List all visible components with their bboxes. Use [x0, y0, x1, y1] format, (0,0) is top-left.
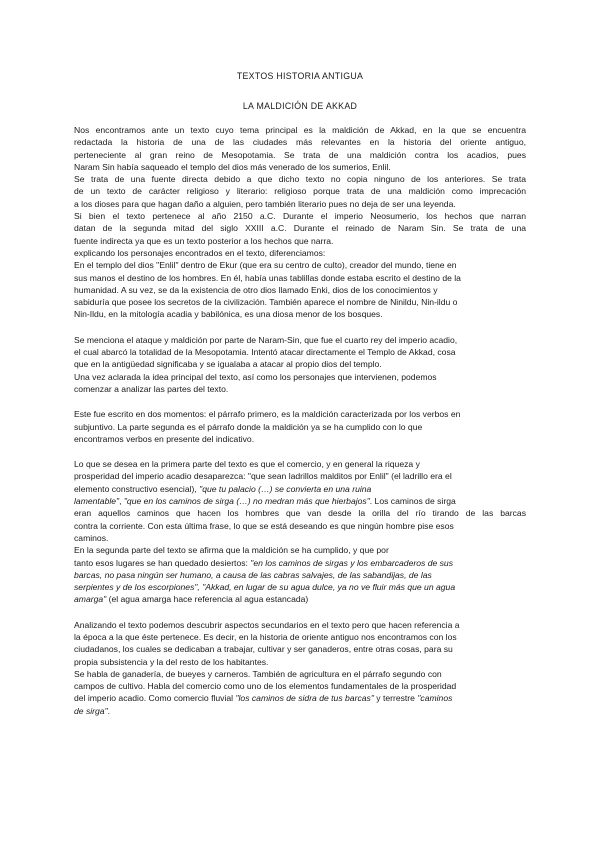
- text-span: (el agua amarga hace referencia al agua estancada): [106, 594, 309, 605]
- quote-span: "los caminos de sidra de tus barcas": [235, 693, 374, 704]
- text-line: sus manos el destino de los hombres. En él, había unas tablillas donde estaba escrito el destino de la: [74, 272, 461, 283]
- text-line: caminos.: [74, 532, 109, 543]
- text-line: propia subsistencia y la del resto de los habitantes.: [74, 656, 269, 667]
- document-title: TEXTOS HISTORIA ANTIGUA: [236, 71, 364, 81]
- quote-span: "en los caminos de sirgas y los embarcaderos de sus: [250, 557, 454, 568]
- document-subtitle: LA MALDICIÓN DE AKKAD: [242, 101, 358, 111]
- text-line: campos de cultivo. Habla del comercio como uno de los elementos fundamentales de la prosperidad: [74, 681, 457, 692]
- text-span: .: [107, 705, 111, 716]
- text-line: prosperidad del imperio acadio desaparezca: "que sean ladrillos malditos por Enlil" (el ladrillo era el: [74, 471, 452, 482]
- paragraph-1: [74, 124, 526, 321]
- text-line: Nin-Ildu, en la mitología acadia y babilónica, es una diosa menor de los bosques.: [74, 309, 383, 320]
- text-line: Lo que se desea en la primera parte del texto es que el comercio, y en general la riqueza y: [74, 459, 420, 470]
- text-line: fuente indirecta ya que es un texto posterior a los hechos que narra.: [74, 235, 334, 246]
- text-line: eran aquellos caminos que hacen los hombres que van desde la orilla del río tirando de las barcas: [74, 508, 526, 519]
- text-line: [74, 483, 526, 495]
- quote-line: barcas, no pasa ningún ser humano, a causa de las cabras salvajes, de las sabandijas, de las: [74, 569, 432, 580]
- text-line: contra la corriente. Con esta última frase, lo que se está deseando es que ningún hombre pise esos: [74, 520, 454, 531]
- text-line: [74, 495, 526, 507]
- text-line: la época a la que éste pertenece. Es decir, en la historia de oriente antiguo nos encontramos con los: [74, 631, 457, 642]
- text-span: y terrestre: [373, 693, 418, 704]
- quote-span: amarga": [74, 594, 107, 605]
- text-line: perteneciente al gran reino de Mesopotamia. Se trata de una maldición contra los acadios, pues: [74, 149, 526, 160]
- text-line: a los dioses para que hagan daño a alguien, pero también literario pues no deja de ser una leyenda.: [74, 198, 456, 209]
- text-line: Si bien el texto pertenece al año 2150 a.C. Durante el imperio Neosumerio, los hechos que narran: [74, 211, 526, 222]
- text-line: de un texto de carácter religioso y literario: religioso porque trata de una maldición como imprecación: [74, 186, 526, 197]
- text-line: explicando los personajes encontrados en el texto, diferenciamos:: [74, 247, 326, 258]
- text-line: comenzar a analizar las partes del texto.: [74, 383, 229, 394]
- quote-span: lamentable": [74, 496, 120, 507]
- document-body: [74, 124, 526, 730]
- text-span: elemento constructivo esencial),: [74, 483, 200, 494]
- text-line: datan de la segunda mitad del siglo XXIII a.C. Durante el reinado de Naram Sin. Se trata de una: [74, 223, 526, 234]
- text-line: humanidad. A su vez, se da la existencia de otro dios llamado Enki, dios de los conocimientos y: [74, 284, 438, 295]
- text-line: En la segunda parte del texto se afirma que la maldición se ha cumplido, y que por: [74, 545, 389, 556]
- text-line: subjuntivo. La parte segunda es el párrafo donde la maldición ya se ha cumplido con lo que: [74, 421, 423, 432]
- text-line: [74, 593, 526, 605]
- text-line: [74, 705, 526, 717]
- quote-span: de sirga": [74, 705, 108, 716]
- text-line: Este fue escrito en dos momentos: el párrafo primero, es la maldición caracterizada por los verbos en: [74, 409, 461, 420]
- text-line: En el templo del dios "Enlil" dentro de Ekur (que era su centro de culto), creador del mundo, tiene en: [74, 260, 457, 271]
- paragraph-4: [74, 458, 526, 606]
- paragraph-2: [74, 334, 526, 395]
- text-line: Se trata de una fuente directa debido a que dicho texto no copia ninguno de los anteriores. Se trata: [74, 174, 526, 185]
- text-line: [74, 692, 526, 704]
- quote-line: serpientes y de los escorpiones", "Akkad, en lugar de su agua dulce, ya no ve fluir más que un agua: [74, 582, 456, 593]
- text-line: Se menciona el ataque y maldición por parte de Naram-Sin, que fue el cuarto rey del imperio acadio,: [74, 334, 458, 345]
- text-line: sabiduría que posee los secretos de la civilización. También aparece el nombre de Ninildu, Nin-ildu o: [74, 297, 458, 308]
- text-line: [74, 557, 526, 569]
- text-line: encontramos verbos en presente del indicativo.: [74, 433, 255, 444]
- text-span: tanto esos lugares se han quedado desiertos:: [74, 557, 251, 568]
- quote-span: "caminos: [417, 693, 453, 704]
- quote-span: "que tu palacio (…) se convierta en una ruina: [199, 483, 372, 494]
- text-line: Una vez aclarada la idea principal del texto, así como los personajes que intervienen, podemos: [74, 371, 437, 382]
- text-span: del imperio acadio. Como comercio fluvial: [74, 693, 236, 704]
- text-line: Se habla de ganadería, de bueyes y carneros. También de agricultura en el párrafo segundo con: [74, 668, 442, 679]
- text-line: ciudadanos, los cuales se dedicaban a trabajar, cultivar y ser ganaderos, entre otras cosas, para su: [74, 644, 453, 655]
- text-line: Naram Sin había saqueado el templo del dios más venerado de los sumerios, Enlil.: [74, 161, 391, 172]
- paragraph-3: [74, 408, 526, 445]
- text-line: redactada la historia de una de las ciudades más relevantes en la historia del oriente antiguo,: [74, 137, 526, 148]
- text-span: . Los caminos de sirga: [369, 496, 456, 507]
- text-line: el cual abarcó la totalidad de la Mesopotamia. Intentó atacar directamente el Templo de Akkad, cosa: [74, 347, 456, 358]
- text-line: Analizando el texto podemos descubrir aspectos secundarios en el texto pero que hacen referencia a: [74, 619, 460, 630]
- text-line: que en la antigüedad significaba y se igualaba a atacar al propio dios del templo.: [74, 359, 382, 370]
- quote-span: "que en los caminos de sirga (…) no medran más que hierbajos": [123, 496, 370, 507]
- text-line: Nos encontramos ante un texto cuyo tema principal es la maldición de Akkad, en la que se encuentra: [74, 125, 526, 135]
- text-span: ,: [119, 496, 124, 507]
- paragraph-5: [74, 619, 526, 717]
